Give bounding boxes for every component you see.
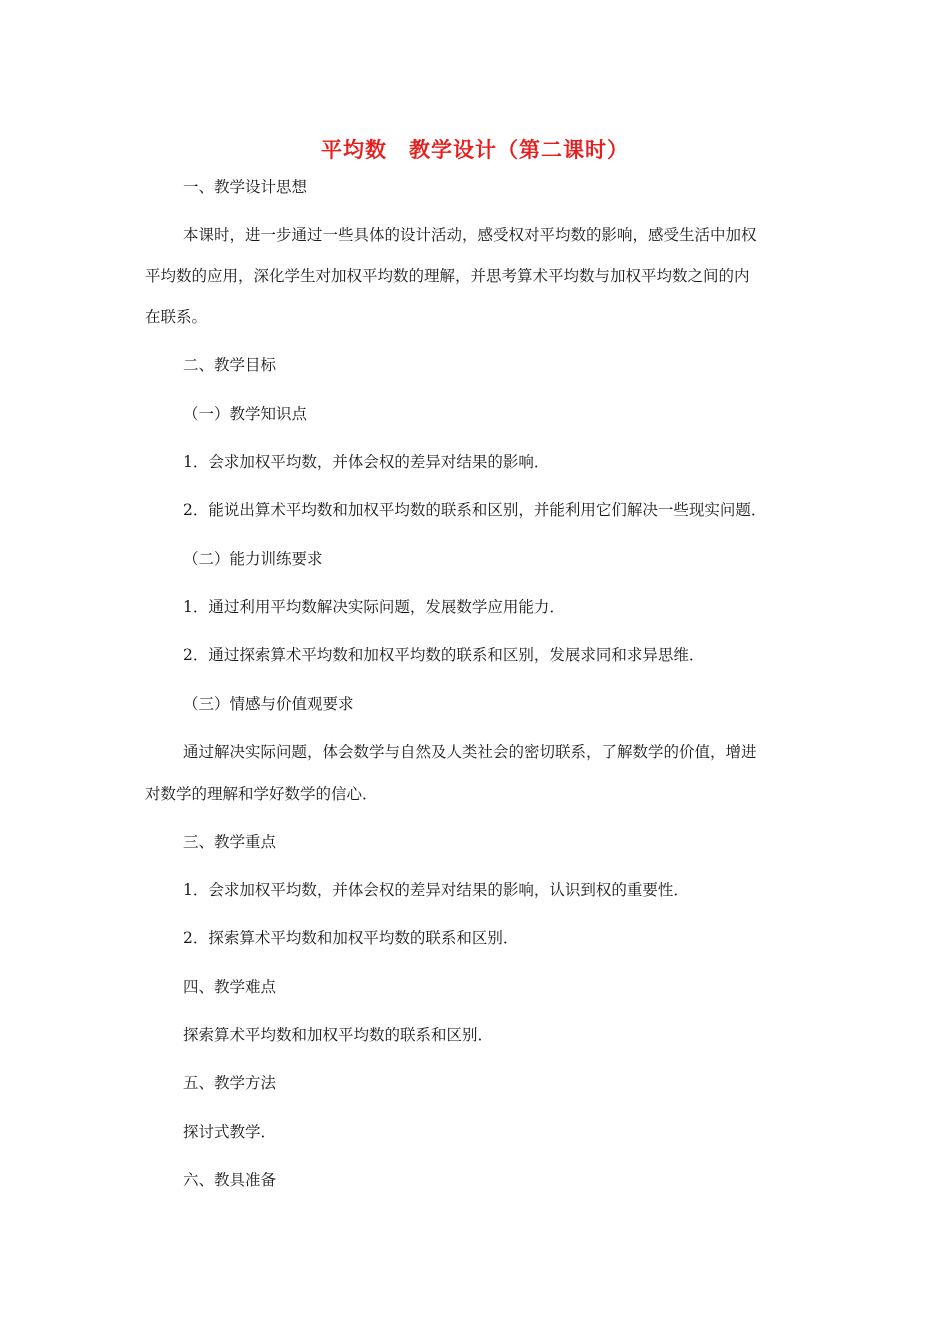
list-item: 2．能说出算术平均数和加权平均数的联系和区别，并能利用它们解决一些现实问题． — [183, 501, 767, 519]
subheading-ability: （二）能力训练要求 — [183, 550, 323, 568]
list-item: 1．会求加权平均数，并体会权的差异对结果的影响． — [183, 453, 550, 471]
section-heading-difficulties: 四、教学难点 — [183, 978, 277, 996]
section-heading-objectives: 二、教学目标 — [183, 356, 277, 374]
paragraph-line: 对数学的理解和学好数学的信心． — [145, 785, 378, 803]
list-item: 2．探索算术平均数和加权平均数的联系和区别． — [183, 929, 519, 947]
list-item: 2．通过探索算术平均数和加权平均数的联系和区别，发展求同和求异思维． — [183, 646, 705, 664]
paragraph-line: 探讨式教学． — [183, 1123, 277, 1141]
section-heading-design-idea: 一、教学设计思想 — [183, 178, 308, 196]
paragraph-line: 本课时，进一步通过一些具体的设计活动，感受权对平均数的影响，感受生活中加权 — [183, 226, 757, 244]
paragraph-line: 在联系。 — [145, 308, 208, 326]
document-title: 平均数 教学设计（第二课时） — [321, 137, 629, 162]
paragraph-line: 平均数的应用，深化学生对加权平均数的理解，并思考算术平均数与加权平均数之间的内 — [145, 267, 750, 285]
list-item: 1．会求加权平均数，并体会权的差异对结果的影响，认识到权的重要性． — [183, 881, 689, 899]
section-heading-materials: 六、教具准备 — [183, 1171, 277, 1189]
section-heading-methods: 五、教学方法 — [183, 1074, 277, 1092]
section-heading-key-points: 三、教学重点 — [183, 833, 277, 851]
subheading-values: （三）情感与价值观要求 — [183, 695, 354, 713]
list-item: 1．通过利用平均数解决实际问题，发展数学应用能力． — [183, 598, 565, 616]
paragraph-line: 通过解决实际问题，体会数学与自然及人类社会的密切联系，了解数学的价值，增进 — [183, 743, 757, 761]
paragraph-line: 探索算术平均数和加权平均数的联系和区别． — [183, 1026, 494, 1044]
subheading-knowledge: （一）教学知识点 — [183, 405, 308, 423]
